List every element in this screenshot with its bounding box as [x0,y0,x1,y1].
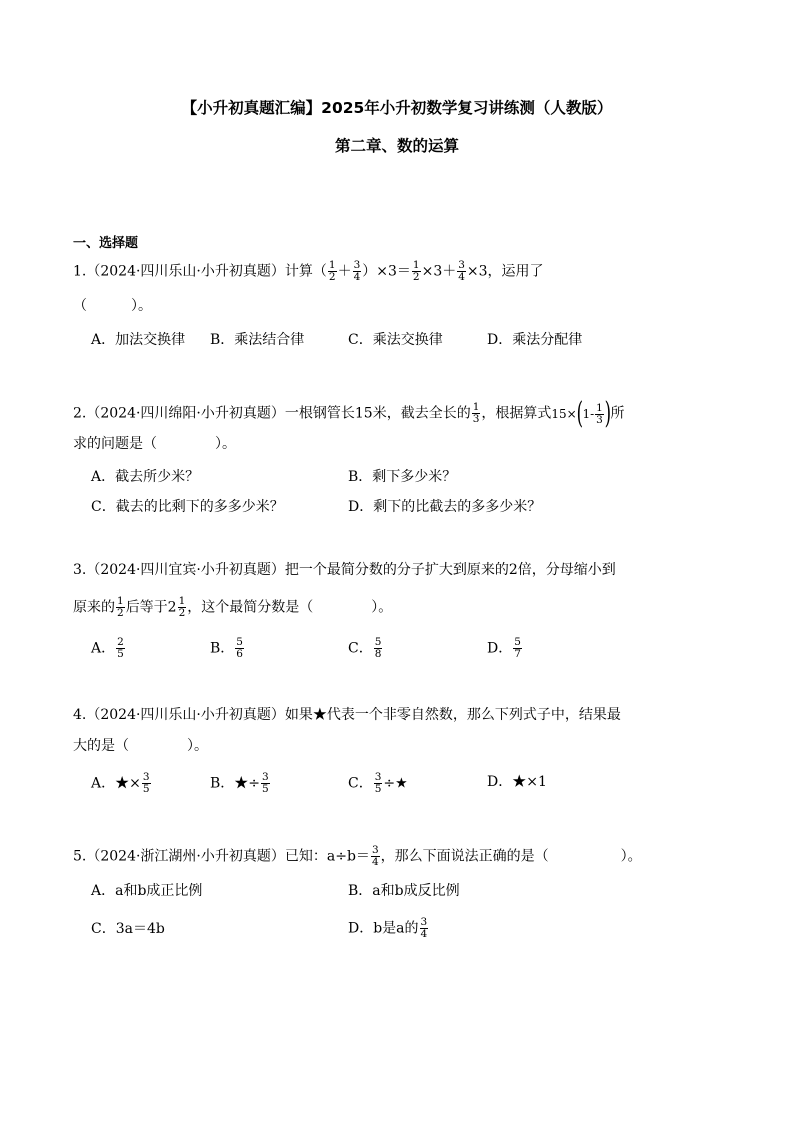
question-4-line-1: 4.（2024·四川乐山·小升初真题）如果★代表一个非零自然数，那么下列式子中，结果最 [73,707,621,723]
q1-option-a[interactable]: A．加法交换律 [91,332,186,348]
fraction: $\frac{2}{5}$ [117,636,124,660]
q4-option-a[interactable]: A．★× $\frac{3}{5}$ [91,771,150,795]
q3-option-b[interactable]: B． $\frac{5}{6}$ [210,636,243,660]
fraction: $\frac{1}{2}$ [328,259,336,283]
fraction: $\frac{3}{4}$ [458,259,465,283]
fraction: $\frac{1}{2}$ [117,595,124,619]
question-4-line-2: 大的是（ ）。 [73,738,208,754]
q5-option-c[interactable]: C．3a＝4b [91,921,165,937]
fraction: $\frac{5}{6}$ [236,636,243,660]
q3-option-c[interactable]: C． $\frac{5}{8}$ [348,636,382,660]
fraction: $\frac{5}{8}$ [374,636,382,660]
fraction: $\frac{3}{4}$ [371,844,379,868]
fraction: $\frac{3}{4}$ [420,916,428,940]
question-3-line-1: 3.（2024·四川宜宾·小升初真题）把一个最简分数的分子扩大到原来的2倍，分母缩小到 [73,562,616,578]
question-5-line-1: 5.（2024·浙江湖州·小升初真题）已知：a÷b＝ $\frac{3}{4}$ ，那么下面说法正确的是（ ）。 [73,844,642,868]
fraction: $\frac{1}{3}$ [472,401,480,425]
fraction: $\frac{1}{2}$ [412,259,420,283]
fraction: $\frac{1}{2}$ [178,595,186,619]
q2-option-a[interactable]: A．截去所少米？ [91,469,200,485]
fraction: $\frac{3}{5}$ [374,771,382,795]
q2-option-b[interactable]: B．剩下多少米？ [348,469,457,485]
q2-option-d[interactable]: D．剩下的比截去的多多少米？ [348,499,542,515]
fraction: $\frac{3}{4}$ [353,259,361,283]
q5-option-a[interactable]: A．a和b成正比例 [91,883,203,899]
formula: 15×(1- $\frac{1}{3}$ ) [551,396,611,431]
fraction: $\frac{1}{3}$ [596,401,603,426]
fraction: $\frac{3}{5}$ [262,771,269,795]
fraction: $\frac{5}{7}$ [514,636,521,660]
question-1-line-1: 1.（2024·四川乐山·小升初真题）计算（ $\frac{1}{2}$ ＋ $\frac{3}{4}$ ）×3＝ $\frac{1}{2}$ ×3＋ $\frac{3}{4}$ ×3，运用了 [73,259,544,283]
q1-option-b[interactable]: B．乘法结合律 [210,332,305,348]
q5-option-b[interactable]: B．a和b成反比例 [348,883,460,899]
q2-option-c[interactable]: C．截去的比剩下的多多少米？ [91,499,284,515]
document-title: 【小升初真题汇编】2025年小升初数学复习讲练测（人教版） [181,99,613,117]
q1-option-d[interactable]: D．乘法分配律 [487,332,583,348]
q1-option-c[interactable]: C．乘法交换律 [348,332,443,348]
section-heading: 一、选择题 [73,236,139,251]
question-3-line-2: 原来的 $\frac{1}{2}$ 后等于2 $\frac{1}{2}$ ，这个最简分数是（ ）。 [73,595,393,619]
fraction: $\frac{3}{5}$ [142,771,150,795]
question-2-line-2: 求的问题是（ ）。 [73,436,236,452]
q5-option-d[interactable]: D．b是a的 $\frac{3}{4}$ [348,916,428,940]
q4-option-b[interactable]: B．★÷ $\frac{3}{5}$ [210,771,269,795]
question-2-line-1: 2.（2024·四川绵阳·小升初真题）一根钢管长15米，截去全长的 $\frac{1}{3}$ ，根据算式15×(1- $\frac{1}{3}$ )所 [73,396,625,431]
chapter-title: 第二章、数的运算 [334,137,459,155]
question-1-line-2: （ ）。 [73,298,152,314]
q4-option-d[interactable]: D．★×1 [487,774,547,790]
q3-option-a[interactable]: A． $\frac{2}{5}$ [91,636,124,660]
q4-option-c[interactable]: C． $\frac{3}{5}$ ÷★ [348,771,408,795]
q3-option-d[interactable]: D． $\frac{5}{7}$ [487,636,521,660]
